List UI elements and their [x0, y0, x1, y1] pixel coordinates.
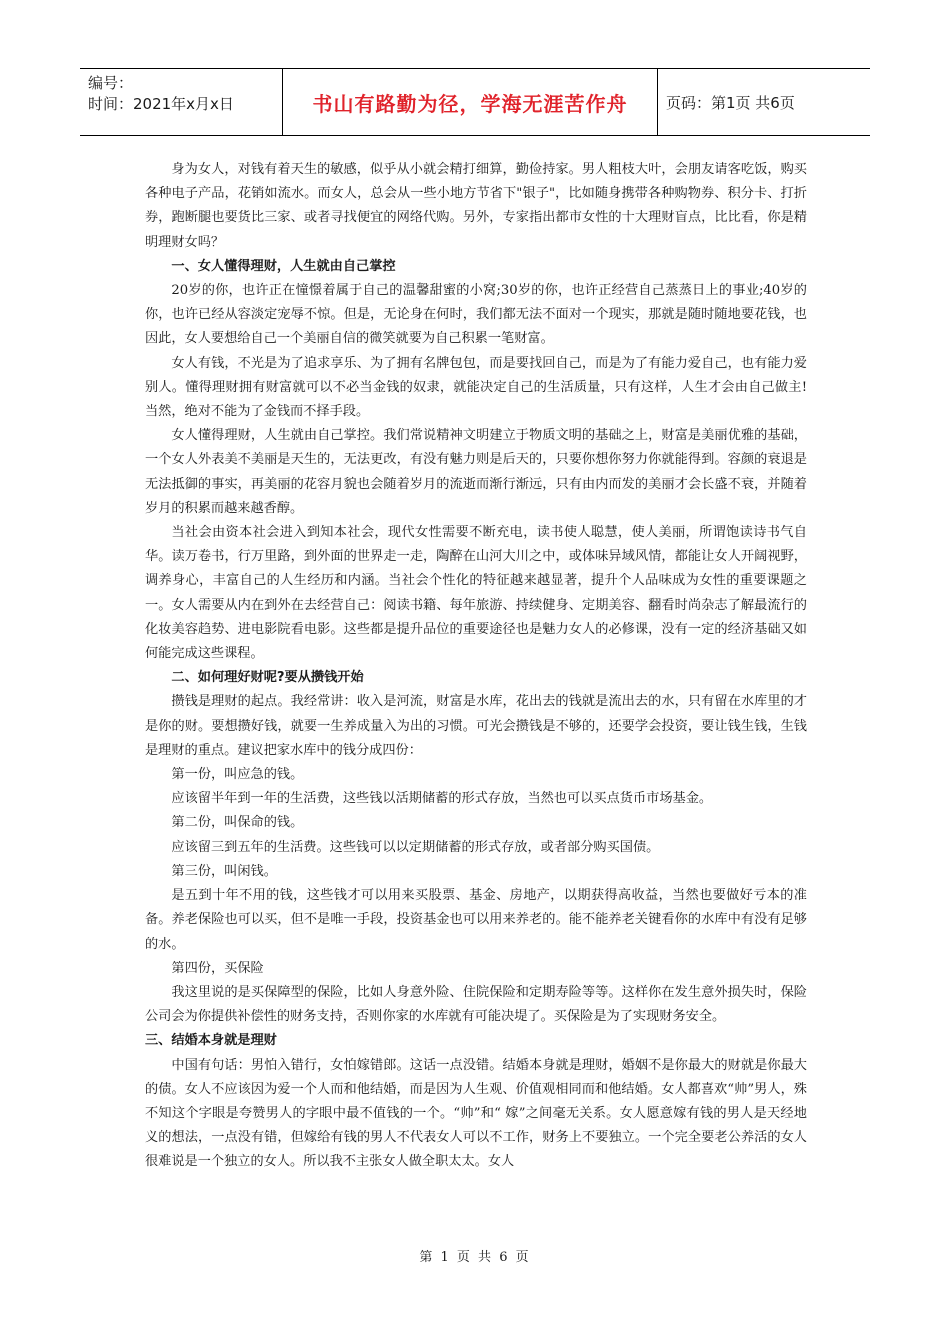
paragraph: 第三份，叫闲钱。 [171, 863, 277, 879]
document-body [145, 158, 807, 1175]
section-heading-2: 二、如何理好财呢?要从攒钱开始 [171, 670, 364, 686]
paragraph: 应该留三到五年的生活费。这些钱可以以定期储蓄的形式存放，或者部分购买国债。 [171, 839, 660, 855]
section-heading-1: 一、女人懂得理财，人生就由自己掌控 [171, 258, 396, 274]
paragraph: 中国有句话：男怕入错行，女怕嫁错郎。这话一点没错。结婚本身就是理财，婚姻不是你最大的财就是你最大的债。女人不应该因为爱一个人而和他结婚，而是因为人生观、价值观相同而和他结婚。女人都喜欢“帅”男人，殊不知这个字眼是夸赞男人的字眼中最不值钱的一个。“帅”和“ 嫁”之间毫无关系。女人愿意嫁有钱的男人是天经地义的想法，一点没有错，但嫁给有钱的男人不代表女人可以不工作，财务上不要独立。一个完全要老公养活的女人很难说是一个独立的女人。所以我不主张女人做全职太太。女人 [145, 1057, 807, 1170]
header-page-info: 页码：第1页 共6页 [666, 93, 795, 112]
paragraph: 女人懂得理财，人生就由自己掌控。我们常说精神文明建立于物质文明的基础之上，财富是美丽优雅的基础，一个女人外表美不美丽是天生的，无法更改，有没有魅力则是后天的，只要你想你努力你就能得到。容颜的衰退是无法抵御的事实，再美丽的花容月貌也会随着岁月的流逝而渐行渐远，只有由内而发的美丽才会长盛不衰，并随着岁月的积累而越来越香醇。 [145, 428, 807, 516]
paragraph: 第二份，叫保命的钱。 [171, 815, 304, 831]
paragraph: 第四份，买保险 [171, 960, 264, 976]
paragraph: 20岁的你，也许正在憧憬着属于自己的温馨甜蜜的小窝;30岁的你，也许正经营自己蒸蒸日上的事业;40岁的你，也许已经从容淡定宠辱不惊。但是，无论身在何时，我们都无法不面对一个现实，那就是随时随地要花钱，也因此，女人要想给自己一个美丽自信的微笑就要为自己积累一笔财富。 [145, 283, 807, 347]
paragraph: 攒钱是理财的起点。我经常讲：收入是河流，财富是水库，花出去的钱就是流出去的水，只有留在水库里的才是你的财。要想攒好钱，就要一生养成量入为出的习惯。可光会攒钱是不够的，还要学会投资，要让钱生钱，生钱是理财的重点。建议把家水库中的钱分成四份： [145, 694, 807, 758]
header-motto: 书山有路勤为径，学海无涯苦作舟 [283, 69, 658, 135]
date-label: 时间：2021年x月x日 [88, 95, 234, 113]
intro-paragraph: 身为女人，对钱有着天生的敏感，似乎从小就会精打细算，勤俭持家。男人粗枝大叶，会朋友请客吃饭，购买各种电子产品，花销如流水。而女人，总会从一些小地方节省下"银子"，比如随身携带各种购物券、积分卡、打折券，跑断腿也要货比三家、或者寻找便宜的网络代购。另外，专家指出都市女性的十大理财盲点，比比看，你是精明理财女吗？ [145, 162, 807, 250]
paragraph: 我这里说的是买保障型的保险，比如人身意外险、住院保险和定期寿险等等。这样你在发生意外损失时，保险公司会为你提供补偿性的财务支持，否则你家的水库就有可能决堤了。买保险是为了实现财务安全。 [145, 984, 807, 1025]
document-header [80, 68, 870, 136]
paragraph: 当社会由资本社会进入到知本社会，现代女性需要不断充电，读书使人聪慧，使人美丽，所谓饱读诗书气自华。读万卷书，行万里路，到外面的世界走一走，陶醉在山河大川之中，或体味异域风情，都能让女人开阔视野，调养身心，丰富自己的人生经历和内涵。当社会个性化的特征越来越显著，提升个人品味成为女性的重要课题之一。女人需要从内在到外在去经营自己：阅读书籍、每年旅游、持续健身、定期美容、翻看时尚杂志了解最流行的化妆美容趋势、进电影院看电影。这些都是提升品位的重要途径也是魅力女人的必修课，没有一定的经济基础又如何能完成这些课程。 [145, 525, 807, 662]
paragraph: 第一份，叫应急的钱。 [171, 767, 304, 783]
paragraph: 女人有钱，不光是为了追求享乐、为了拥有名牌包包，而是要找回自己，而是为了有能力爱自己，也有能力爱别人。懂得理财拥有财富就可以不必当金钱的奴隶，就能决定自己的生活质量，只有这样，人生才会由自己做主!当然，绝对不能为了金钱而不择手段。 [145, 355, 807, 420]
header-meta [80, 69, 283, 135]
number-label: 编号： [88, 74, 134, 92]
section-heading-3: 三、结婚本身就是理财 [145, 1033, 277, 1049]
page-footer: 第 1 页 共 6 页 [419, 1250, 531, 1265]
paragraph: 是五到十年不用的钱，这些钱才可以用来买股票、基金、房地产，以期获得高收益，当然也要做好亏本的准备。养老保险也可以买，但不是唯一手段，投资基金也可以用来养老的。能不能养老关键看你的水库中有没有足够的水。 [145, 888, 807, 952]
paragraph: 应该留半年到一年的生活费，这些钱以活期储蓄的形式存放，当然也可以买点货币市场基金。 [171, 791, 713, 807]
